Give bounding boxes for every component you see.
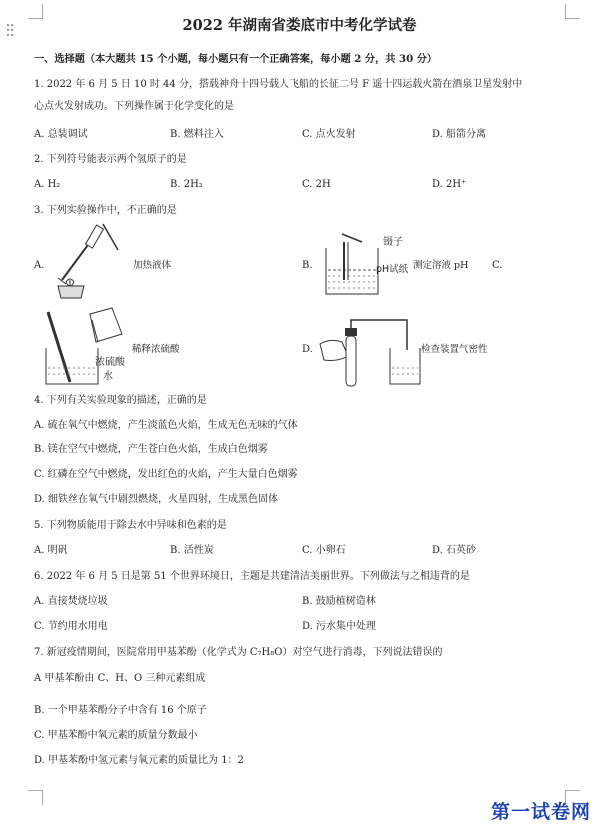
- q4-option-b[interactable]: B. 镁在空气中燃烧，产生苍白色火焰，生成白色烟雾: [34, 444, 268, 455]
- q3-c-acid-label: 浓硫酸: [95, 357, 125, 368]
- q1-stem-line1: 1. 2022 年 6 月 5 日 10 时 44 分，搭载神舟十四号载人飞船的长征二号 F 遥十四运载火箭在酒泉卫星发射中: [34, 79, 523, 90]
- q1-option-d[interactable]: D. 船箭分离: [432, 129, 487, 140]
- q3-stem: 3. 下列实验操作中，不正确的是: [34, 205, 177, 216]
- site-watermark: 第一试卷网: [490, 801, 591, 823]
- q4-stem: 4. 下列有关实验现象的描述，正确的是: [34, 395, 207, 406]
- q3-b-tweezers-label: 镊子: [383, 237, 403, 248]
- q5-option-d[interactable]: D. 石英砂: [432, 545, 477, 556]
- q1-option-a[interactable]: A. 总装调试: [34, 129, 88, 140]
- q3-option-b-letter[interactable]: B.: [302, 260, 313, 271]
- q3-c-water-label: 水: [103, 371, 113, 382]
- q6-option-b[interactable]: B. 鼓励植树造林: [302, 596, 376, 607]
- q2-option-a[interactable]: A. H₂: [34, 179, 61, 190]
- q3-option-c-letter[interactable]: C.: [492, 260, 503, 271]
- q3-option-c-label: 稀释浓硫酸: [132, 344, 180, 355]
- q3-option-a-letter[interactable]: A.: [34, 260, 45, 271]
- q3-b-ph-paper-label: pH试纸: [376, 264, 409, 275]
- q1-option-b[interactable]: B. 燃料注入: [170, 129, 224, 140]
- section-heading: 一、选择题（本大题共 15 个小题，每小题只有一个正确答案，每小题 2 分，共 30 分）: [34, 53, 438, 65]
- q7-stem: 7. 新冠疫情期间，医院常用甲基苯酚（化学式为 C₇H₈O）对空气进行消毒，下列说法错误的: [34, 647, 443, 658]
- q5-option-c[interactable]: C. 小卵石: [302, 545, 346, 556]
- q4-option-a[interactable]: A. 硫在氧气中燃烧，产生淡蓝色火焰，生成无色无味的气体: [34, 420, 298, 431]
- q2-option-c[interactable]: C. 2H: [302, 179, 331, 190]
- q6-option-a[interactable]: A. 直接焚烧垃圾: [34, 596, 108, 607]
- corner-mark-bottom-left: [28, 790, 43, 805]
- q6-option-d[interactable]: D. 污水集中处理: [302, 621, 377, 632]
- q3-option-d-label: 检查装置气密性: [421, 344, 488, 355]
- heating-liquid-figure: [48, 220, 128, 300]
- q6-stem: 6. 2022 年 6 月 5 日是第 51 个世界环境日，主题是共建清洁美丽世界。下列做法与之相违背的是: [34, 571, 470, 582]
- q2-option-d[interactable]: D. 2H⁺: [432, 179, 467, 190]
- q3-option-a-label: 加热液体: [133, 260, 172, 271]
- q5-option-a[interactable]: A. 明矾: [34, 545, 68, 556]
- q4-option-d[interactable]: D. 细铁丝在氧气中剧烈燃烧，火星四射，生成黑色固体: [34, 494, 279, 505]
- q1-option-c[interactable]: C. 点火发射: [302, 129, 356, 140]
- q4-option-c[interactable]: C. 红磷在空气中燃烧，发出红色的火焰，产生大量白色烟雾: [34, 469, 298, 480]
- q2-stem: 2. 下列符号能表示两个氢原子的是: [34, 154, 187, 165]
- airtightness-figure: [318, 314, 426, 390]
- exam-title: 2022 年湖南省娄底市中考化学试卷: [182, 17, 417, 34]
- q7-option-a[interactable]: A 甲基苯酚由 C、H、O 三种元素组成: [34, 673, 206, 684]
- dilute-acid-figure: [42, 304, 132, 386]
- q7-option-c[interactable]: C. 甲基苯酚中氧元素的质量分数最小: [34, 730, 198, 741]
- q1-stem-line2: 心点火发射成功。下列操作属于化学变化的是: [34, 101, 234, 112]
- q7-option-b[interactable]: B. 一个甲基苯酚分子中含有 16 个原子: [34, 705, 207, 716]
- q2-option-b[interactable]: B. 2H₂: [170, 179, 203, 190]
- q3-option-b-label: 测定溶液 pH: [413, 260, 469, 271]
- q7-option-d[interactable]: D. 甲基苯酚中氢元素与氧元素的质量比为 1：2: [34, 755, 244, 766]
- q5-option-b[interactable]: B. 活性炭: [170, 545, 214, 556]
- q3-option-d-letter[interactable]: D.: [302, 344, 313, 355]
- q6-option-c[interactable]: C. 节约用水用电: [34, 621, 108, 632]
- q5-stem: 5. 下列物质能用于除去水中异味和色素的是: [34, 520, 227, 531]
